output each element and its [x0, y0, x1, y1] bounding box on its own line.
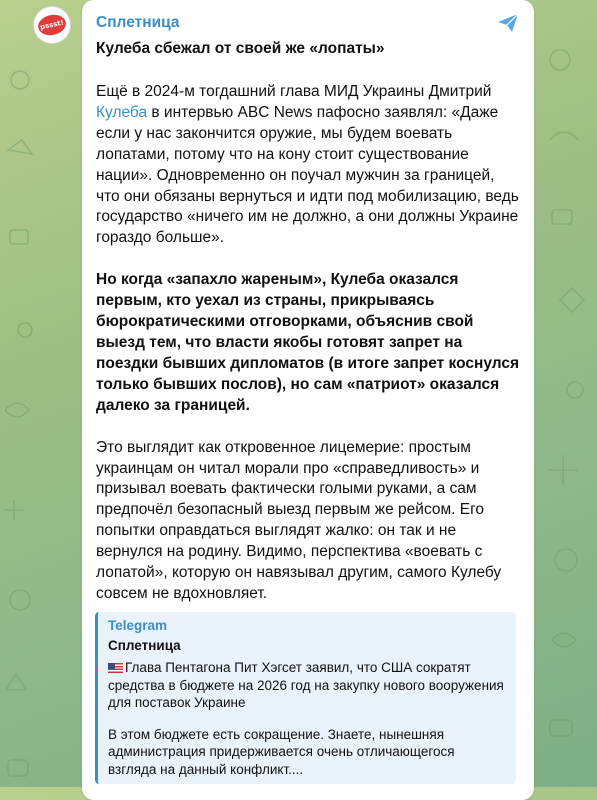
share-arrow-icon[interactable] [496, 12, 520, 34]
paragraph-1-end: в интервью ABC News пафосно заявлял: «Даже если у нас закончится оружие, мы будем воевать лопатами, потому что на кону стоит существование нации». Одновременно он поучал мужчин за границей, что они обязаны вернуться и идти под мобилизацию, ведь государство «ничего им не должно, а они должны Украине гораздо больше». [96, 103, 519, 247]
quote-paragraph-2: В этом бюджете есть сокращение. Знаете, нынешняя администрация придерживается очень отличающегося взгляда на данный конфликт.... [108, 726, 455, 777]
post-body [96, 82, 520, 626]
post-paragraph-1 [96, 82, 520, 249]
quote-author: Сплетница [108, 638, 181, 653]
post-paragraph-3: Это выглядит как откровенное лицемерие: простым украинцам он читал морали про «справедливость» и призывал воевать фактически голыми руками, а сам предпочёл безопасный выезд первым же рейсом. Его попытки оправдаться выглядят жалко: он так и не вернулся на родину. Видимо, перспектива «воевать с лопатой», которую он навязывал другим, самого Кулебу совсем не вдохновляет. [96, 438, 502, 602]
post-paragraph-2: Но когда «запахло жареным», Кулеба оказался первым, кто уехал из страны, прикрываясь бюрократическими отговорками, объяснив свой выезд тем, что власти якобы готовят запрет на поездки бывших дипломатов (в итоге запрет коснулся только бывших послов), но сам «патриот» оказался далеко за границей. [96, 271, 520, 414]
post-title: Кулеба сбежал от своей же «лопаты» [96, 40, 385, 57]
paragraph-1-start: Ещё в 2024-м тогдашний глава МИД Украины Дмитрий [96, 83, 492, 100]
avatar-logo: pssst! [36, 12, 68, 37]
us-flag-icon [108, 663, 123, 673]
channel-name[interactable]: Сплетница [96, 14, 180, 31]
quote-paragraph-1-text: Глава Пентагона Пит Хэгсет заявил, что США сократят средства в бюджете на 2026 год на закупку нового вооружения для поставок Украине [108, 660, 504, 711]
forwarded-quote[interactable] [95, 612, 516, 784]
message-bubble [82, 0, 534, 800]
quote-source: Telegram [108, 618, 168, 633]
quote-text [108, 659, 506, 779]
channel-avatar[interactable] [33, 6, 71, 44]
quote-paragraph-1 [108, 659, 506, 712]
mention-link[interactable]: Кулеба [96, 103, 148, 121]
